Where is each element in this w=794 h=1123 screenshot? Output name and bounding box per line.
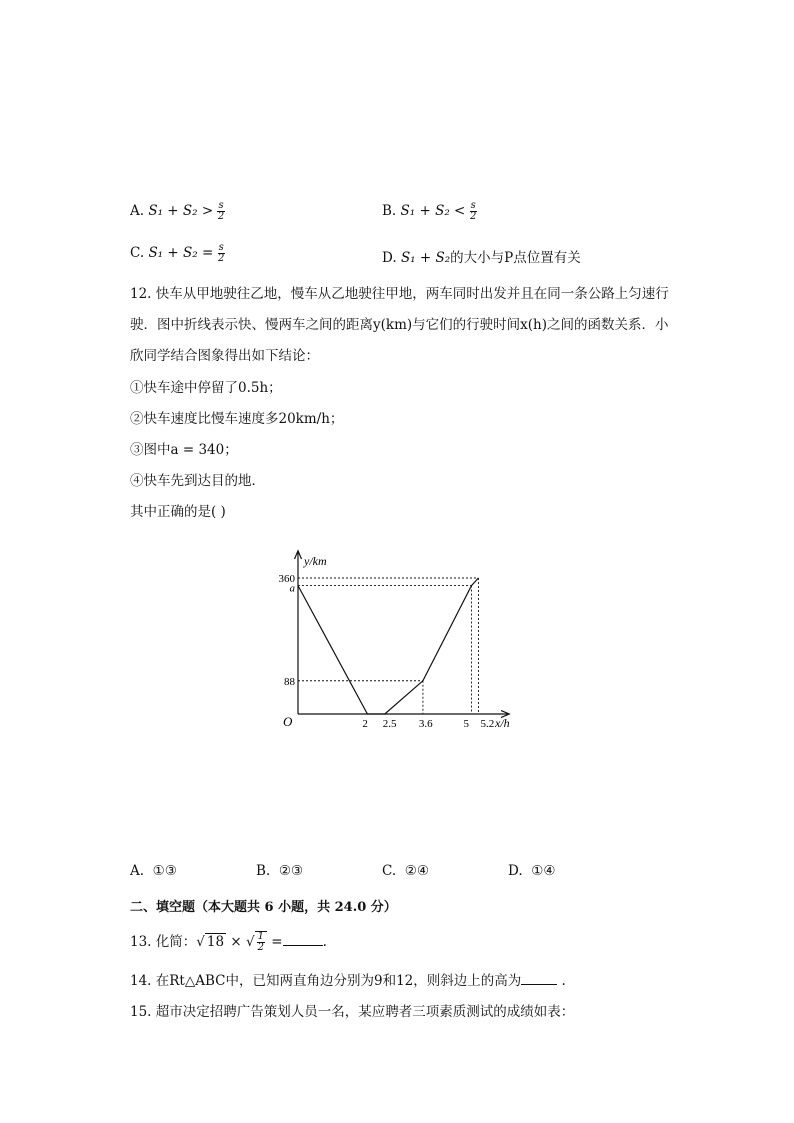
option-letter: A.	[130, 863, 145, 879]
option-letter: C.	[382, 863, 397, 879]
x-tick-label: 3.6	[418, 718, 433, 730]
x-tick-label: 5.2	[480, 718, 495, 730]
distance-line	[298, 578, 478, 714]
q12-option-d	[508, 863, 555, 879]
q12-line-2: 驶．图中折线表示快、慢两车之间的距离y(km)与它们的行驶时间x(h)之间的函数关系．小	[130, 317, 669, 333]
question-prefix: 13. 化简：	[130, 934, 197, 950]
q12-conclusion-4: ④快车先到达目的地．	[130, 473, 265, 489]
fraction: $\frac{s}{2}$	[470, 200, 477, 222]
y-tick-label: a	[289, 582, 295, 595]
x-tick-label: 2	[362, 718, 368, 730]
fraction: $\frac{s}{2}$	[217, 200, 225, 222]
q15: 15. 超市决定招聘广告策划人员一名，某应聘者三项素质测试的成绩如表：	[130, 1004, 575, 1020]
times-sign: ×	[230, 934, 242, 950]
y-tick-label: 360	[278, 573, 295, 585]
equals-sign: =	[271, 934, 283, 950]
period: .	[561, 973, 566, 989]
section-heading: 二、填空题（本大题共 6 小题，共 24.0 分）	[130, 900, 397, 915]
q12-option-a	[130, 863, 177, 879]
sqrt-icon: √	[196, 934, 205, 950]
period: .	[322, 934, 327, 950]
option-letter: C.	[130, 245, 145, 261]
x-tick-label: 2.5	[382, 718, 397, 730]
radicand-fraction: $\frac{1}{2}$	[255, 931, 267, 953]
option-text: ①④	[531, 863, 556, 879]
q12-option-c	[382, 863, 429, 879]
q11-option-a	[130, 201, 225, 222]
answer-blank[interactable]	[283, 933, 323, 946]
option-text: ②④	[404, 863, 429, 879]
q11-option-d	[382, 246, 581, 266]
q12-option-b	[256, 863, 303, 879]
q11-option-b	[382, 201, 477, 222]
radicand: 18	[206, 934, 225, 950]
option-expression: S₁ + S₂ <	[400, 203, 466, 219]
origin-label: O	[283, 714, 293, 729]
option-letter: B.	[382, 203, 397, 219]
option-letter: B.	[256, 863, 271, 879]
option-letter: D.	[382, 250, 397, 266]
q12-conclusion-2: ②快车速度比慢车速度多20km/h；	[130, 411, 344, 427]
option-text: ①③	[152, 863, 177, 879]
q12-question: 其中正确的是( )	[130, 504, 226, 520]
distance-time-graph	[270, 548, 530, 738]
y-axis-label: y/km	[304, 554, 327, 568]
question-text: 14. 在Rt△ABC中，已知两直角边分别为9和12，则斜边上的高为	[130, 973, 522, 989]
sqrt-icon: √	[245, 934, 255, 950]
option-text: 的大小与P点位置有关	[450, 250, 581, 266]
answer-blank[interactable]	[521, 972, 557, 985]
option-expression: S₁ + S₂ >	[148, 203, 214, 219]
q13	[130, 930, 327, 953]
q14	[130, 969, 566, 989]
option-expression: S₁ + S₂ =	[148, 245, 214, 261]
q11-option-c	[130, 243, 225, 264]
option-text: ②③	[278, 863, 304, 879]
x-axis-label: x/h	[495, 716, 510, 730]
y-tick-label: 88	[284, 675, 295, 688]
q12-line-1: 12. 快车从甲地驶往乙地，慢车从乙地驶往甲地，两车同时出发并且在同一条公路上匀速行	[130, 286, 669, 302]
option-letter: D.	[508, 863, 523, 879]
fraction: $\frac{s}{2}$	[217, 242, 225, 264]
option-expression: S₁ + S₂	[400, 250, 451, 266]
x-tick-label: 5	[463, 718, 469, 730]
q12-conclusion-1: ①快车途中停留了0.5h；	[130, 380, 282, 396]
option-letter: A.	[130, 203, 145, 219]
q12-line-3: 欣同学结合图象得出如下结论：	[130, 348, 319, 364]
q12-conclusion-3: ③图中a = 340；	[130, 442, 238, 458]
